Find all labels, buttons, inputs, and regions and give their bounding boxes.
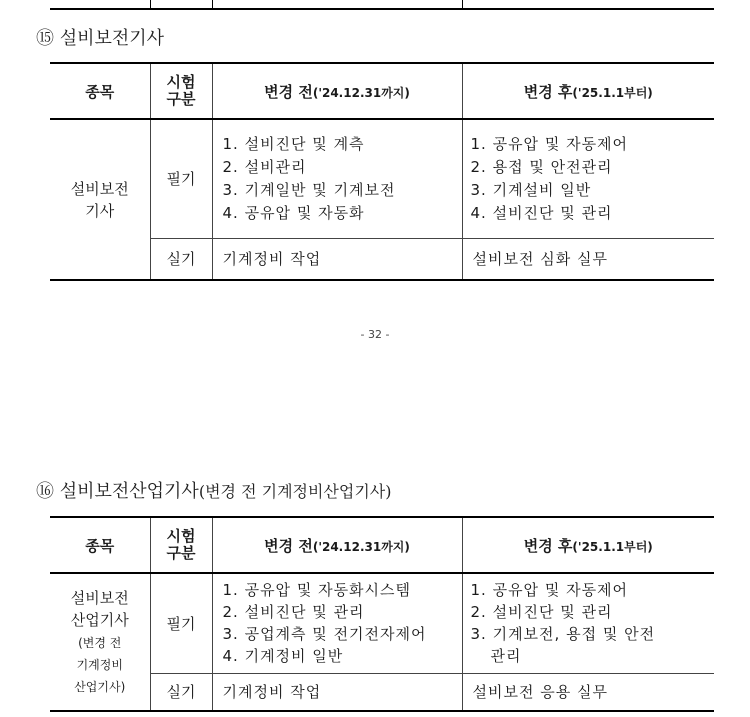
written-before-list: 1. 공유압 및 자동화시스템 2. 설비진단 및 관리 3. 공업계측 및 전기전자제어 4. 기계정비 일반 [212,573,462,673]
header-after: 변경 후('25.1.1부터) [462,517,714,573]
table-row-practical [50,673,714,711]
exam-change-table [50,516,714,712]
written-before-list: 1. 설비진단 및 계측 2. 설비관리 3. 기계일반 및 기계보전 4. 공유압 및 자동화 [212,119,462,238]
header-exam-type: 시험 구분 [150,517,212,573]
page-number: - 32 - [360,328,390,341]
practical-after: 설비보전 심화 실무 [462,238,714,280]
header-category: 종목 [50,63,150,119]
header-before: 변경 전('24.12.31까지) [212,517,462,573]
table-row-written [50,573,714,673]
header-exam-type: 시험 구분 [150,63,212,119]
written-after-list: 1. 공유압 및 자동제어 2. 설비진단 및 관리 3. 기계보전, 용접 및 안전 관리 [462,573,714,673]
table-header-row [50,517,714,573]
header-category: 종목 [50,517,150,573]
section-subtitle: (변경 전 기계정비산업기사) [198,482,392,501]
previous-table-divider [462,0,463,8]
table-row-practical [50,238,714,280]
practical-before: 기계정비 작업 [212,238,462,280]
previous-table-divider [212,0,213,8]
table-header-row [50,63,714,119]
section-title-text: ⑮ 설비보전기사 [36,28,165,49]
exam-change-table [50,62,714,281]
header-before: 변경 전('24.12.31까지) [212,63,462,119]
section-title [36,477,392,503]
exam-type-written: 필기 [150,119,212,238]
header-after: 변경 후('25.1.1부터) [462,63,714,119]
section-title-text: ⑯ 설비보전산업기사 [36,481,199,502]
practical-after: 설비보전 응용 실무 [462,673,714,711]
section-title [36,24,164,50]
practical-before: 기계정비 작업 [212,673,462,711]
category-cell: 설비보전 기사 [50,119,150,280]
written-after-list: 1. 공유압 및 자동제어 2. 용접 및 안전관리 3. 기계설비 일반 4. 설비진단 및 관리 [462,119,714,238]
previous-table-divider [150,0,151,8]
previous-table-bottom-border [50,0,714,10]
exam-type-practical: 실기 [150,238,212,280]
category-cell: 설비보전 산업기사 (변경 전 기계정비 산업기사) [50,573,150,711]
table-row-written [50,119,714,238]
exam-type-written: 필기 [150,573,212,673]
exam-type-practical: 실기 [150,673,212,711]
